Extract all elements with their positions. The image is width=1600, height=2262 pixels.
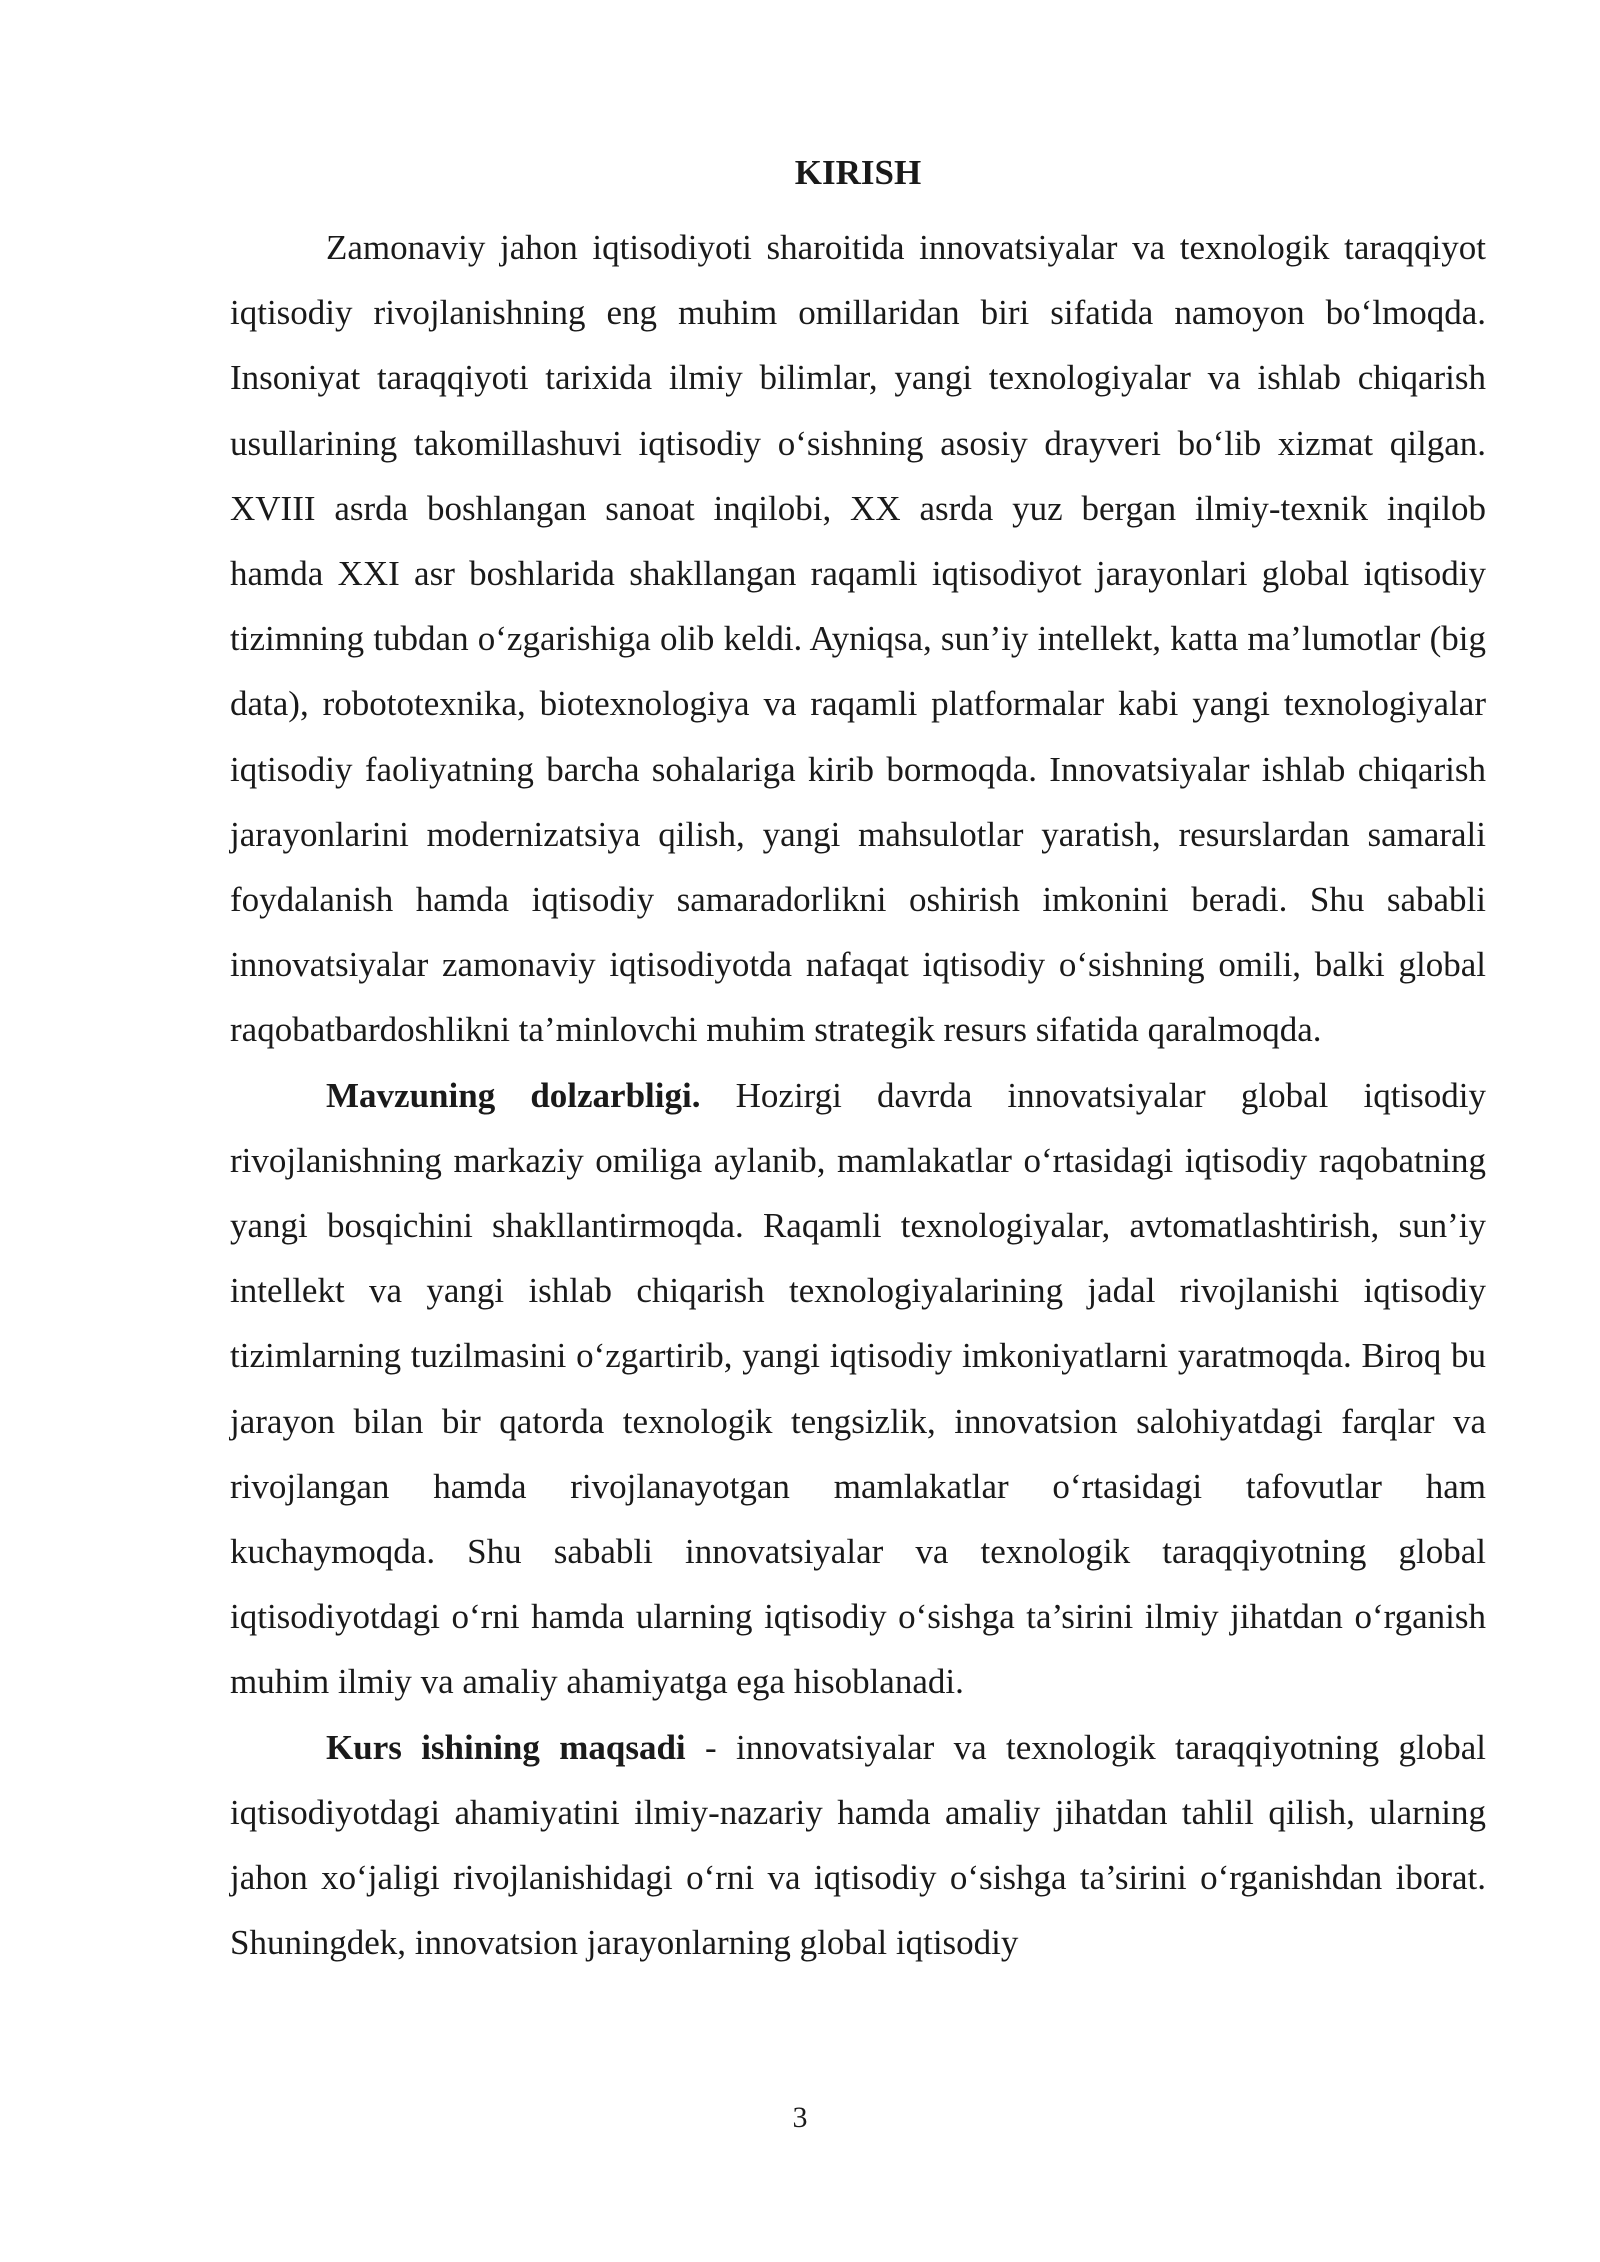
document-page [230, 150, 1486, 1975]
paragraph-text: Hozirgi davrda innovatsiyalar global iqtisodiy rivojlanishning markaziy omiliga aylanib, mamlakatlar oʻrtasidagi iqtisodiy raqobatning yangi bosqichini shakllantirmoqda. Raqamli texnologiyalar, avtomatlashtirish, sun’iy intellekt va yangi ishlab chiqarish texnologiyalarining jadal rivojlanishi iqtisodiy tizimlarning tuzilmasini oʻzgartirib, yangi iqtisodiy imkoniyatlarni yaratmoqda. Biroq bu jarayon bilan bir qatorda texnologik tengsizlik, innovatsion salohiyatdagi farqlar va rivojlangan hamda rivojlanayotgan mamlakatlar oʻrtasidagi tafovutlar ham kuchaymoqda. Shu sababli innovatsiyalar va texnologik taraqqiyotning global iqtisodiyotdagi oʻrni hamda ularning iqtisodiy oʻsishga ta’sirini ilmiy jihatdan oʻrganish muhim ilmiy va amaliy ahamiyatga ega hisoblanadi. [230, 1075, 1486, 1702]
paragraph-text: Zamonaviy jahon iqtisodiyoti sharoitida innovatsiyalar va texnologik taraqqiyot iqtisodiy rivojlanishning eng muhim omillaridan biri sifatida namoyon boʻlmoqda. Insoniyat taraqqiyoti tarixida ilmiy bilimlar, yangi texnologiyalar va ishlab chiqarish usullarining takomillashuvi iqtisodiy oʻsishning asosiy drayveri boʻlib xizmat qilgan. XVIII asrda boshlangan sanoat inqilobi, XX asrda yuz bergan ilmiy-texnik inqilob hamda XXI asr boshlarida shakllangan raqamli iqtisodiyot jarayonlari global iqtisodiy tizimning tubdan oʻzgarishiga olib keldi. Ayniqsa, sun’iy intellekt, katta ma’lumotlar (big data), robototexnika, biotexnologiya va raqamli platformalar kabi yangi texnologiyalar iqtisodiy faoliyatning barcha sohalariga kirib bormoqda. Innovatsiyalar ishlab chiqarish jarayonlarini modernizatsiya qilish, yangi mahsulotlar yaratish, resurslardan samarali foydalanish hamda iqtisodiy samaradorlikni oshirish imkonini beradi. Shu sababli innovatsiyalar zamonaviy iqtisodiyotda nafaqat iqtisodiy oʻsishning omili, balki global raqobatbardoshlikni ta’minlovchi muhim strategik resurs sifatida qaralmoqda. [230, 228, 1486, 1050]
paragraph-intro [230, 215, 1486, 1063]
page-number: 3 [792, 2101, 808, 2134]
paragraph-text: - innovatsiyalar va texnologik taraqqiyotning global iqtisodiyotdagi ahamiyatini ilmiy-nazariy hamda amaliy jihatdan tahlil qilish, ularning jahon xoʻjaligi rivojlanishidagi oʻrni va iqtisodiy oʻsishga ta’sirini oʻrganishdan iborat. Shuningdek, innovatsion jarayonlarning global iqtisodiy [230, 1727, 1486, 1963]
paragraph-goal [230, 1715, 1486, 1976]
paragraph-lead: Mavzuning dolzarbligi. [326, 1075, 701, 1115]
paragraph-lead: Kurs ishining maqsadi [326, 1727, 686, 1767]
paragraph-relevance [230, 1063, 1486, 1715]
page-title: KIRISH [794, 153, 922, 192]
